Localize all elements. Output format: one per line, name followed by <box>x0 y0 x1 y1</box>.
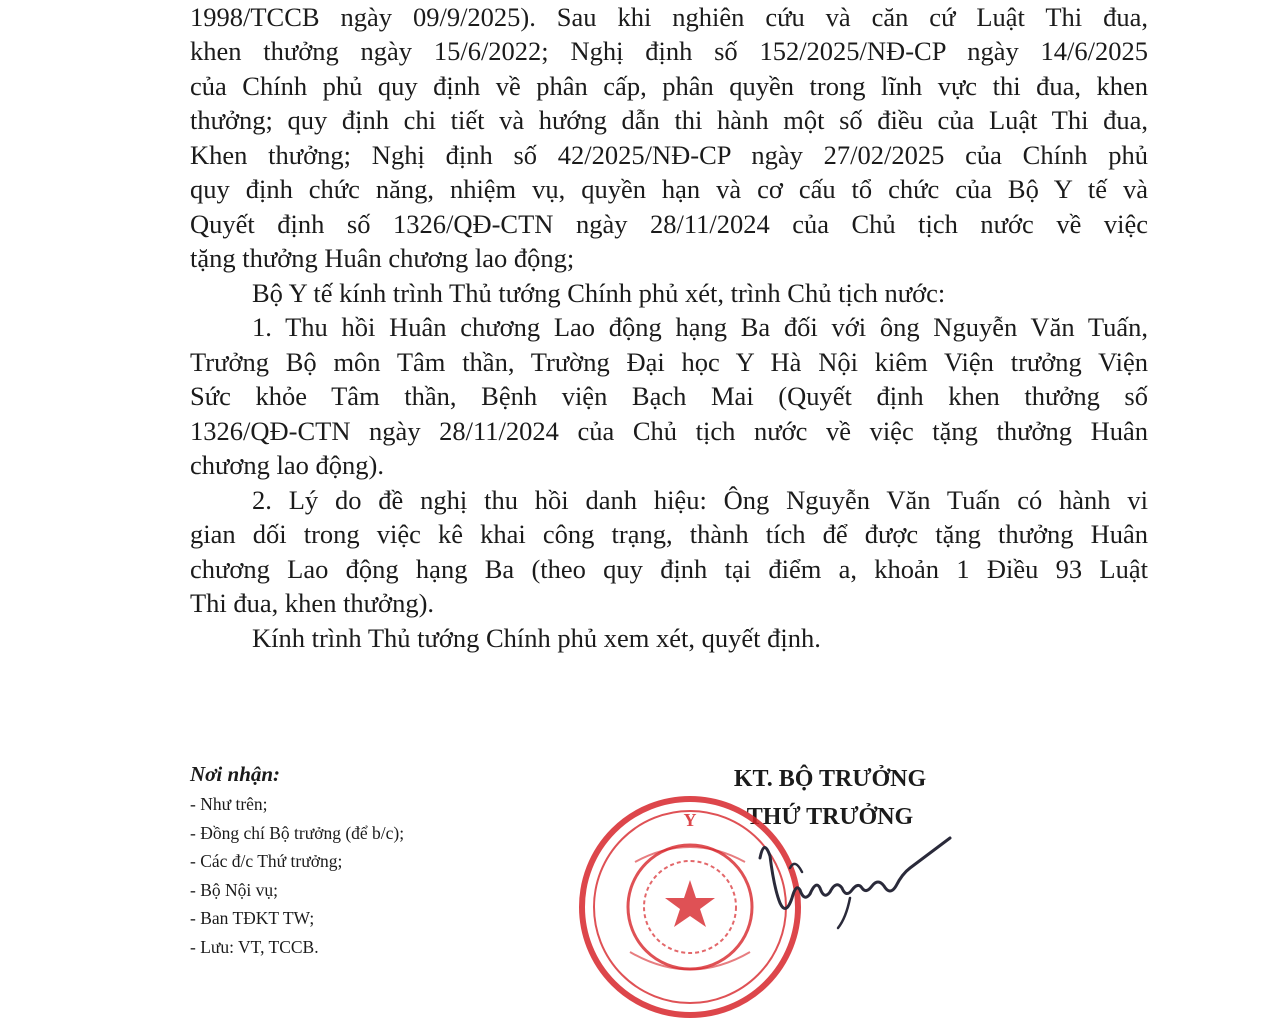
recipients-title: Nơi nhận: <box>190 762 281 786</box>
body-line-19: Kính trình Thủ tướng Chính phủ xem xét, quyết định. <box>252 623 821 653</box>
recipient-item-3: - Các đ/c Thứ trưởng; <box>190 851 343 871</box>
recipient-item-6: - Lưu: VT, TCCB. <box>190 936 319 957</box>
signer-title-line-2: THỨ TRƯỞNG <box>746 804 914 830</box>
body-line-2: khen thưởng ngày 15/6/2022; Nghị định số 152/2025/NĐ-CP ngày 14/6/2025 <box>190 36 1148 66</box>
signer-title-line-1: KT. BỘ TRƯỞNG <box>733 766 927 792</box>
body-line-17: chương Lao động hạng Ba (theo quy định tại điểm a, khoản 1 Điều 93 Luật <box>190 554 1148 584</box>
body-line-12: Sức khỏe Tâm thần, Bệnh viện Bạch Mai (Quyết định khen thưởng số <box>190 381 1148 411</box>
body-line-11: Trưởng Bộ môn Tâm thần, Trường Đại học Y Hà Nội kiêm Viện trưởng Viện <box>190 347 1148 377</box>
recipients-block <box>190 760 610 961</box>
recipient-item-1: - Như trên; <box>190 794 268 814</box>
body-line-14: chương lao động). <box>190 450 384 480</box>
body-line-18: Thi đua, khen thưởng). <box>190 588 435 618</box>
recipient-item-5: - Ban TĐKT TW; <box>190 908 315 928</box>
body-line-9: Bộ Y tế kính trình Thủ tướng Chính phủ xét, trình Chủ tịch nước: <box>252 278 946 308</box>
body-line-5: Khen thưởng; Nghị định số 42/2025/NĐ-CP ngày 27/02/2025 của Chính phủ <box>190 140 1148 170</box>
body-line-3: của Chính phủ quy định về phân cấp, phân quyền trong lĩnh vực thi đua, khen <box>190 71 1148 101</box>
body-line-8: tặng thưởng Huân chương lao động; <box>190 243 575 273</box>
body-line-13: 1326/QĐ-CTN ngày 28/11/2024 của Chủ tịch nước về việc tặng thưởng Huân <box>190 416 1148 446</box>
recipient-item-2: - Đồng chí Bộ trưởng (để b/c); <box>190 822 405 843</box>
recipient-item-4: - Bộ Nội vụ; <box>190 879 278 900</box>
body-line-1: 1998/TCCB ngày 09/9/2025). Sau khi nghiên cứu và căn cứ Luật Thi đua, <box>190 2 1148 32</box>
body-line-6: quy định chức năng, nhiệm vụ, quyền hạn và cơ cấu tổ chức của Bộ Y tế và <box>190 174 1148 204</box>
body-line-10: 1. Thu hồi Huân chương Lao động hạng Ba đối với ông Nguyễn Văn Tuấn, <box>252 312 1148 342</box>
body-line-7: Quyết định số 1326/QĐ-CTN ngày 28/11/2024 của Chủ tịch nước về việc <box>190 209 1148 239</box>
seal-top-letter: Y <box>683 810 697 830</box>
signature-icon <box>750 828 960 934</box>
body-line-15: 2. Lý do đề nghị thu hồi danh hiệu: Ông Nguyễn Văn Tuấn có hành vi <box>252 485 1148 515</box>
body-line-16: gian dối trong việc kê khai công trạng, thành tích để được tặng thưởng Huân <box>190 519 1148 549</box>
body-line-4: thưởng; quy định chi tiết và hướng dẫn thi hành một số điều của Luật Thi đua, <box>190 105 1148 135</box>
